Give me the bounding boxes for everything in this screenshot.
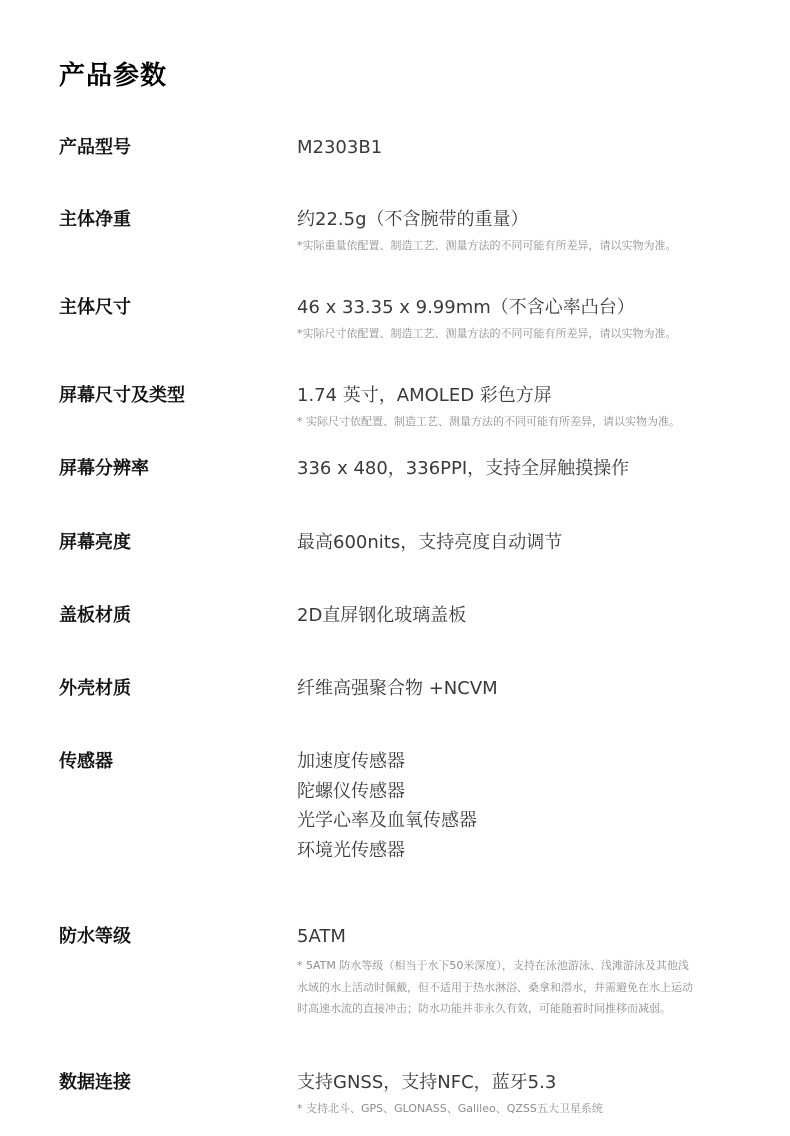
spec-value	[297, 749, 737, 867]
spec-label: 外壳材质	[59, 678, 131, 699]
spec-value	[297, 1070, 737, 1118]
spec-value-text: 光学心率及血氧传感器	[297, 810, 477, 831]
spec-note: *实际重量依配置、制造工艺、测量方法的不同可能有所差异，请以实物为准。	[297, 239, 677, 252]
spec-value-text: 2D直屏钢化玻璃盖板	[297, 605, 467, 626]
spec-value-text: 336 x 480，336PPI，支持全屏触摸操作	[297, 458, 630, 479]
page-title: 产品参数	[59, 61, 168, 91]
spec-label: 盖板材质	[59, 605, 131, 626]
spec-label: 屏幕亮度	[59, 532, 131, 553]
spec-note: * 5ATM 防水等级（相当于水下50米深度），支持在泳池游泳、浅滩游泳及其他浅水域的水上活动时佩戴，但不适用于热水淋浴、桑拿和潜水，并需避免在水上运动时高速水流的直接冲击；防水功能并非永久有效，可能随着时间推移而减弱。	[297, 959, 693, 1015]
spec-value-text: 陀螺仪传感器	[297, 780, 405, 802]
spec-value-text: 最高600nits，支持亮度自动调节	[297, 532, 563, 553]
spec-value-text: 支持GNSS，支持NFC，蓝牙5.3	[297, 1072, 557, 1093]
spec-value-text: M2303B1	[297, 137, 383, 158]
spec-value-text: 5ATM	[297, 926, 346, 947]
spec-label: 主体净重	[59, 209, 131, 230]
spec-value	[297, 456, 737, 482]
spec-value	[297, 530, 737, 556]
spec-value-text: 纤维高强聚合物 +NCVM	[297, 678, 498, 699]
spec-value-text: 1.74 英寸，AMOLED 彩色方屏	[297, 385, 552, 406]
spec-value	[297, 383, 737, 431]
spec-label: 数据连接	[59, 1072, 131, 1093]
spec-value	[297, 207, 737, 255]
spec-label: 传感器	[59, 751, 113, 772]
spec-value	[297, 135, 737, 161]
spec-label: 主体尺寸	[59, 297, 131, 318]
spec-note: * 支持北斗、GPS、GLONASS、Galileo、QZSS五大卫星系统	[297, 1102, 603, 1115]
spec-note: *实际尺寸依配置、制造工艺、测量方法的不同可能有所差异，请以实物为准。	[297, 327, 677, 340]
spec-value-text: 加速度传感器	[297, 751, 405, 772]
spec-value-text: 46 x 33.35 x 9.99mm（不含心率凸台）	[297, 297, 635, 318]
spec-label: 产品型号	[59, 137, 131, 158]
spec-value	[297, 603, 737, 629]
spec-value	[297, 676, 737, 702]
spec-value-text: 环境光传感器	[297, 839, 405, 861]
spec-label: 防水等级	[59, 926, 131, 947]
spec-value-text: 约22.5g（不含腕带的重量）	[297, 209, 529, 230]
spec-value	[297, 295, 737, 343]
spec-label: 屏幕尺寸及类型	[59, 385, 185, 406]
spec-value	[297, 924, 737, 1020]
spec-label: 屏幕分辨率	[59, 458, 149, 479]
spec-note: * 实际尺寸依配置、制造工艺、测量方法的不同可能有所差异，请以实物为准。	[297, 415, 680, 428]
